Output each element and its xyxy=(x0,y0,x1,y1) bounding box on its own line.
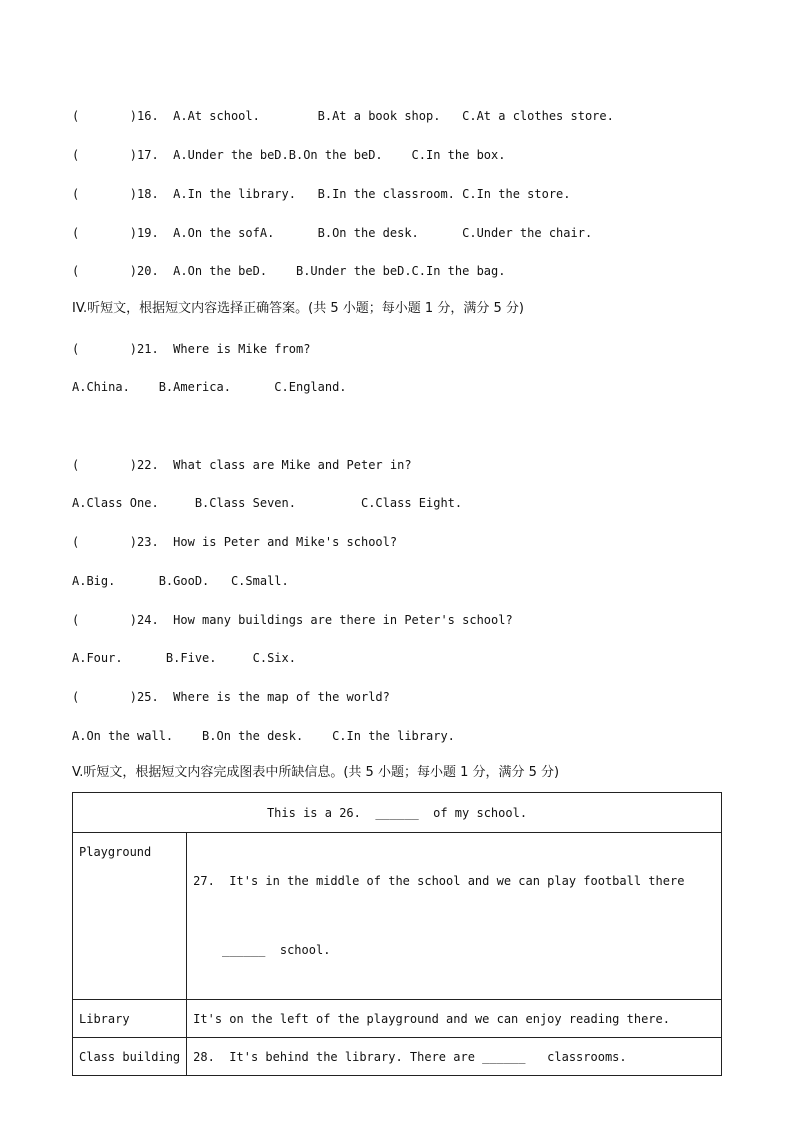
school-info-table xyxy=(72,792,722,1076)
question-25: ( )25. Where is the map of the world? xyxy=(72,690,390,704)
library-text: It's on the left of the playground and we can enjoy reading there. xyxy=(187,1000,722,1038)
section-5-heading: V.听短文，根据短文内容完成图表中所缺信息。(共 5 小题；每小题 1 分，满分 5 分) xyxy=(72,765,560,780)
question-24: ( )24. How many buildings are there in Peter's school? xyxy=(72,613,513,627)
question-25-options: A.On the wall. B.On the desk. C.In the library. xyxy=(72,729,455,743)
question-21: ( )21. Where is Mike from? xyxy=(72,342,311,356)
playground-text-line-2: ______ school. xyxy=(193,943,331,957)
question-16: ( )16. A.At school. B.At a book shop. C.At a clothes store. xyxy=(72,109,614,123)
question-23-options: A.Big. B.GooD. C.Small. xyxy=(72,574,289,588)
question-24-options: A.Four. B.Five. C.Six. xyxy=(72,651,296,665)
library-label: Library xyxy=(73,1000,187,1038)
question-18: ( )18. A.In the library. B.In the classroom. C.In the store. xyxy=(72,187,571,201)
section-4-heading: IV.听短文，根据短文内容选择正确答案。(共 5 小题；每小题 1 分，满分 5 分) xyxy=(72,301,524,316)
question-23: ( )23. How is Peter and Mike's school? xyxy=(72,535,398,549)
playground-label: Playground xyxy=(73,833,187,1000)
question-17: ( )17. A.Under the beD.B.On the beD. C.In the box. xyxy=(72,148,506,162)
question-19: ( )19. A.On the sofA. B.On the desk. C.Under the chair. xyxy=(72,226,593,240)
question-22: ( )22. What class are Mike and Peter in? xyxy=(72,458,412,472)
table-header-cell: This is a 26. ______ of my school. xyxy=(73,793,722,833)
question-22-options: A.Class One. B.Class Seven. C.Class Eight. xyxy=(72,496,463,510)
class-building-text: 28. It's behind the library. There are ______ classrooms. xyxy=(187,1038,722,1076)
playground-cell xyxy=(187,833,722,1000)
playground-text-line-1: 27. It's in the middle of the school and we can play football there xyxy=(193,874,685,888)
question-20: ( )20. A.On the beD. B.Under the beD.C.In the bag. xyxy=(72,264,506,278)
question-21-options: A.China. B.America. C.England. xyxy=(72,380,347,394)
class-building-label: Class building xyxy=(73,1038,187,1076)
